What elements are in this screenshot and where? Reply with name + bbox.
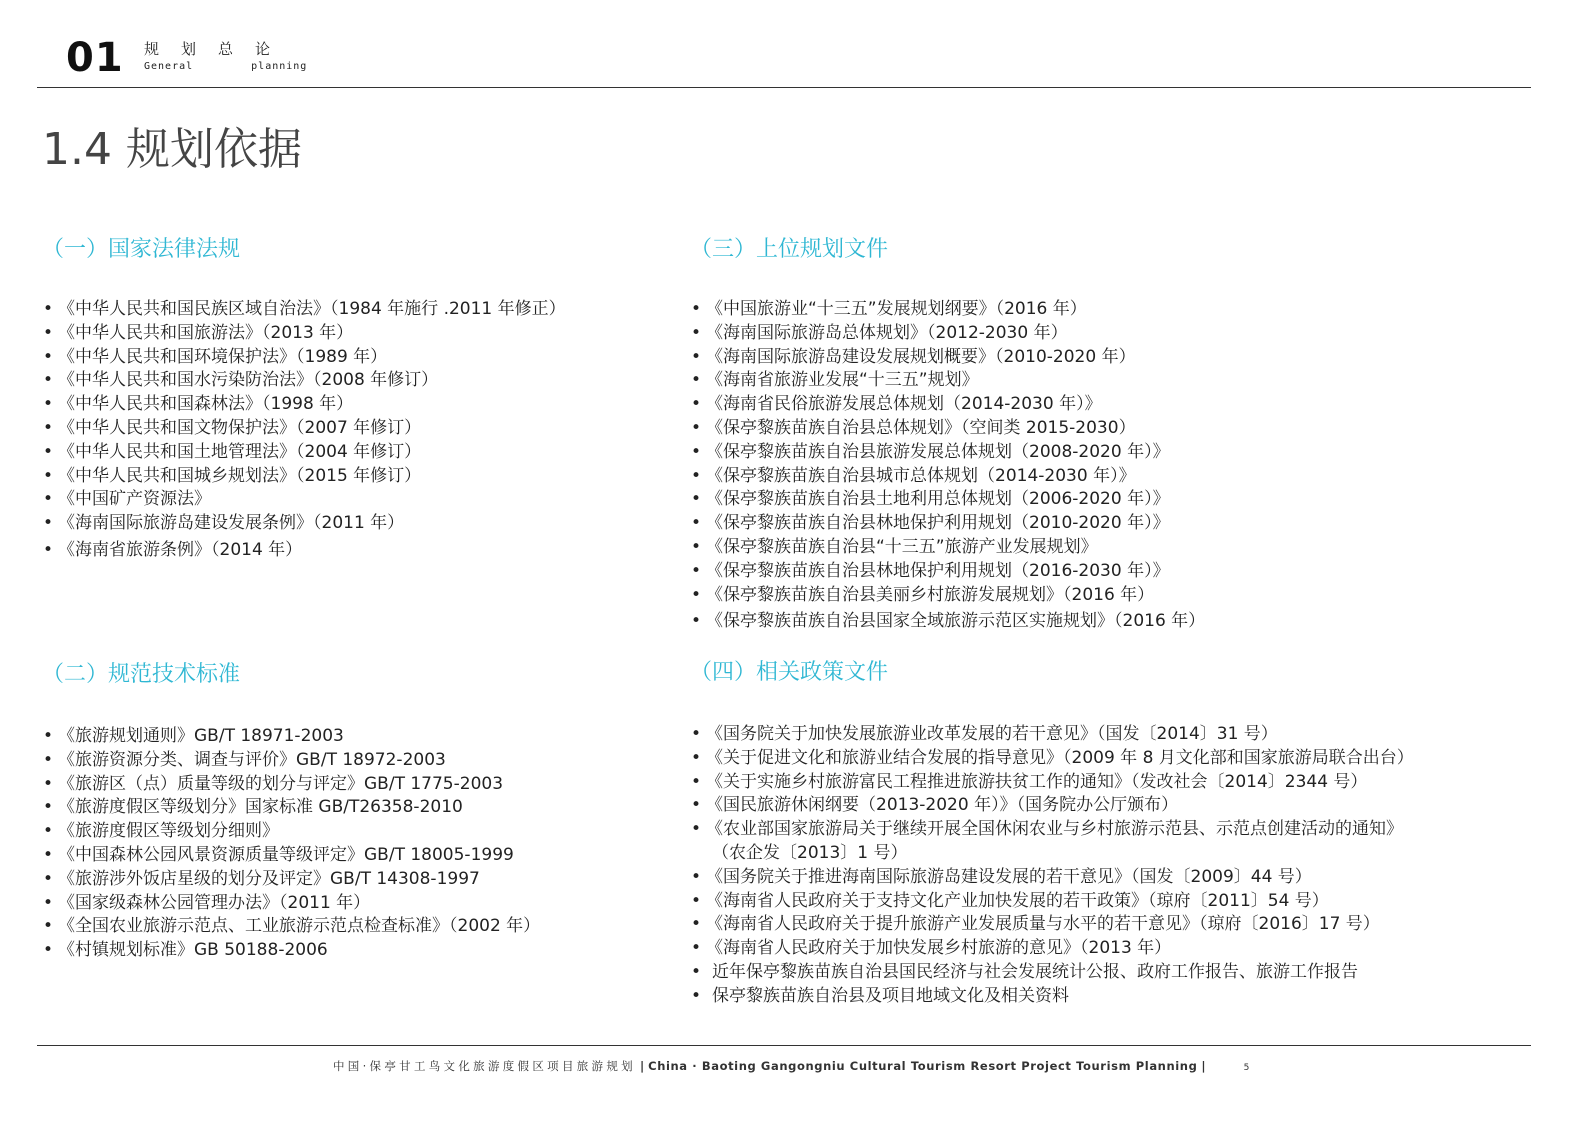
list-item-continuation: （农企发〔2013〕1 号）	[712, 842, 908, 863]
list-item: • 《旅游度假区等级划分细则》	[42, 820, 540, 844]
list-item: • 《旅游规划通则》GB/T 18971-2003	[42, 725, 540, 749]
list-item: • 《旅游区（点）质量等级的划分与评定》GB/T 1775-2003	[42, 773, 540, 797]
list-item: • 《保亭黎族苗族自治县林地保护利用规划（2010-2020 年）》	[690, 512, 1205, 536]
list-item: • 《中华人民共和国旅游法》（2013 年）	[42, 322, 566, 346]
list-item: • 《全国农业旅游示范点、工业旅游示范点检查标准》（2002 年）	[42, 915, 540, 939]
list-item: • 《中国旅游业“十三五”发展规划纲要》（2016 年）	[690, 298, 1205, 322]
header-divider	[37, 87, 1531, 88]
list-item: • 《旅游度假区等级划分》国家标准 GB/T26358-2010	[42, 796, 540, 820]
page-number: 5	[1243, 1063, 1250, 1073]
chapter-title-en-word2: planning	[251, 61, 308, 72]
list-item: • 《国务院关于推进海南国际旅游岛建设发展的若干意见》（国发〔2009〕44 号）	[690, 866, 1414, 890]
list-item: • 《海南省人民政府关于支持文化产业加快发展的若干政策》（琼府〔2011〕54 号）	[690, 890, 1414, 914]
section-list	[42, 298, 566, 563]
list-item: • 《国民旅游休闲纲要（2013-2020 年）》（国务院办公厅颁布）	[690, 794, 1414, 818]
list-item: • 《国务院关于加快发展旅游业改革发展的若干意见》（国发〔2014〕31 号）	[690, 723, 1414, 747]
footer-separator: |	[1201, 1059, 1206, 1073]
list-item: • 《关于实施乡村旅游富民工程推进旅游扶贫工作的通知》（发改社会〔2014〕2344 号）	[690, 771, 1414, 795]
list-item: • 《中华人民共和国环境保护法》（1989 年）	[42, 346, 566, 370]
list-item: • 《海南国际旅游岛建设发展条例》（2011 年）	[42, 512, 566, 536]
list-item: • 《保亭黎族苗族自治县国家全域旅游示范区实施规划》（2016 年）	[690, 610, 1205, 634]
section-heading: （三）上位规划文件	[690, 237, 889, 262]
list-item: • 《中华人民共和国民族区域自治法》（1984 年施行 .2011 年修正）	[42, 298, 566, 322]
list-item: • 《保亭黎族苗族自治县林地保护利用规划（2016-2030 年）》	[690, 560, 1205, 584]
list-item: • 《旅游资源分类、调查与评价》GB/T 18972-2003	[42, 749, 540, 773]
section-list	[42, 725, 540, 963]
list-item: • 《海南省人民政府关于加快发展乡村旅游的意见》（2013 年）	[690, 937, 1414, 961]
chapter-header	[66, 36, 366, 80]
list-item: • 《海南省人民政府关于提升旅游产业发展质量与水平的若干意见》（琼府〔2016〕17 号）	[690, 913, 1414, 937]
list-item: • 《农业部国家旅游局关于继续开展全国休闲农业与乡村旅游示范县、示范点创建活动的通知》	[690, 818, 1414, 842]
chapter-number: 01	[66, 35, 124, 81]
list-item: • 《中华人民共和国土地管理法》（2004 年修订）	[42, 441, 566, 465]
list-item: • 《保亭黎族苗族自治县总体规划》（空间类 2015-2030）	[690, 417, 1205, 441]
list-item: • 《海南省旅游条例》（2014 年）	[42, 539, 566, 563]
list-item: • 《中华人民共和国文物保护法》（2007 年修订）	[42, 417, 566, 441]
section-technical-standards	[42, 661, 540, 963]
list-item: • 《保亭黎族苗族自治县土地利用总体规划（2006-2020 年）》	[690, 488, 1205, 512]
list-item: • 《海南国际旅游岛建设发展规划概要》（2010-2020 年）	[690, 346, 1205, 370]
section-heading: （四）相关政策文件	[690, 660, 889, 685]
list-item: • 《保亭黎族苗族自治县美丽乡村旅游发展规划》（2016 年）	[690, 584, 1205, 608]
list-item: • 近年保亭黎族苗族自治县国民经济与社会发展统计公报、政府工作报告、旅游工作报告	[690, 961, 1414, 985]
list-item: • 保亭黎族苗族自治县及项目地域文化及相关资料	[690, 985, 1414, 1009]
list-item: • 《国家级森林公园管理办法》（2011 年）	[42, 892, 540, 916]
section-heading: （一）国家法律法规	[42, 237, 241, 262]
section-related-policies	[690, 659, 1414, 1009]
footer-project-name-en: China · Baoting Gangongniu Cultural Tourism Resort Project Tourism Planning	[648, 1059, 1198, 1073]
list-item: • 《中国森林公园风景资源质量等级评定》GB/T 18005-1999	[42, 844, 540, 868]
section-heading: （二）规范技术标准	[42, 662, 241, 687]
list-item: • 《保亭黎族苗族自治县城市总体规划（2014-2030 年）》	[690, 465, 1205, 489]
chapter-title-en	[144, 61, 307, 72]
list-item: • 《中华人民共和国森林法》（1998 年）	[42, 393, 566, 417]
footer-project-name-cn: 中国·保亭甘工鸟文化旅游度假区项目旅游规划	[333, 1059, 636, 1073]
list-item: • 《中华人民共和国城乡规划法》（2015 年修订）	[42, 465, 566, 489]
chapter-title-en-word1: General	[144, 61, 194, 72]
list-item: • 《海南省民俗旅游发展总体规划（2014-2030 年）》	[690, 393, 1205, 417]
chapter-title-cn: 规划总论	[144, 40, 293, 58]
section-upper-level-plans	[690, 236, 1205, 634]
footer-divider	[37, 1045, 1531, 1046]
list-item: • 《关于促进文化和旅游业结合发展的指导意见》（2009 年 8 月文化部和国家旅游局联合出台）	[690, 747, 1414, 771]
section-list	[690, 298, 1205, 634]
footer-separator: |	[639, 1059, 645, 1073]
list-item: • 《海南省旅游业发展“十三五”规划》	[690, 369, 1205, 393]
list-item: • 《海南国际旅游岛总体规划》（2012-2030 年）	[690, 322, 1205, 346]
footer	[333, 1058, 1249, 1076]
list-item: • 《中国矿产资源法》	[42, 488, 566, 512]
list-item: • 《保亭黎族苗族自治县旅游发展总体规划（2008-2020 年）》	[690, 441, 1205, 465]
section-national-laws	[42, 236, 566, 563]
list-item: • 《村镇规划标准》GB 50188-2006	[42, 939, 540, 963]
list-item: • 《保亭黎族苗族自治县“十三五”旅游产业发展规划》	[690, 536, 1205, 560]
section-list	[690, 723, 1414, 1009]
page-title: 1.4 规划依据	[42, 124, 302, 175]
list-item: • 《中华人民共和国水污染防治法》（2008 年修订）	[42, 369, 566, 393]
list-item: • 《旅游涉外饭店星级的划分及评定》GB/T 14308-1997	[42, 868, 540, 892]
